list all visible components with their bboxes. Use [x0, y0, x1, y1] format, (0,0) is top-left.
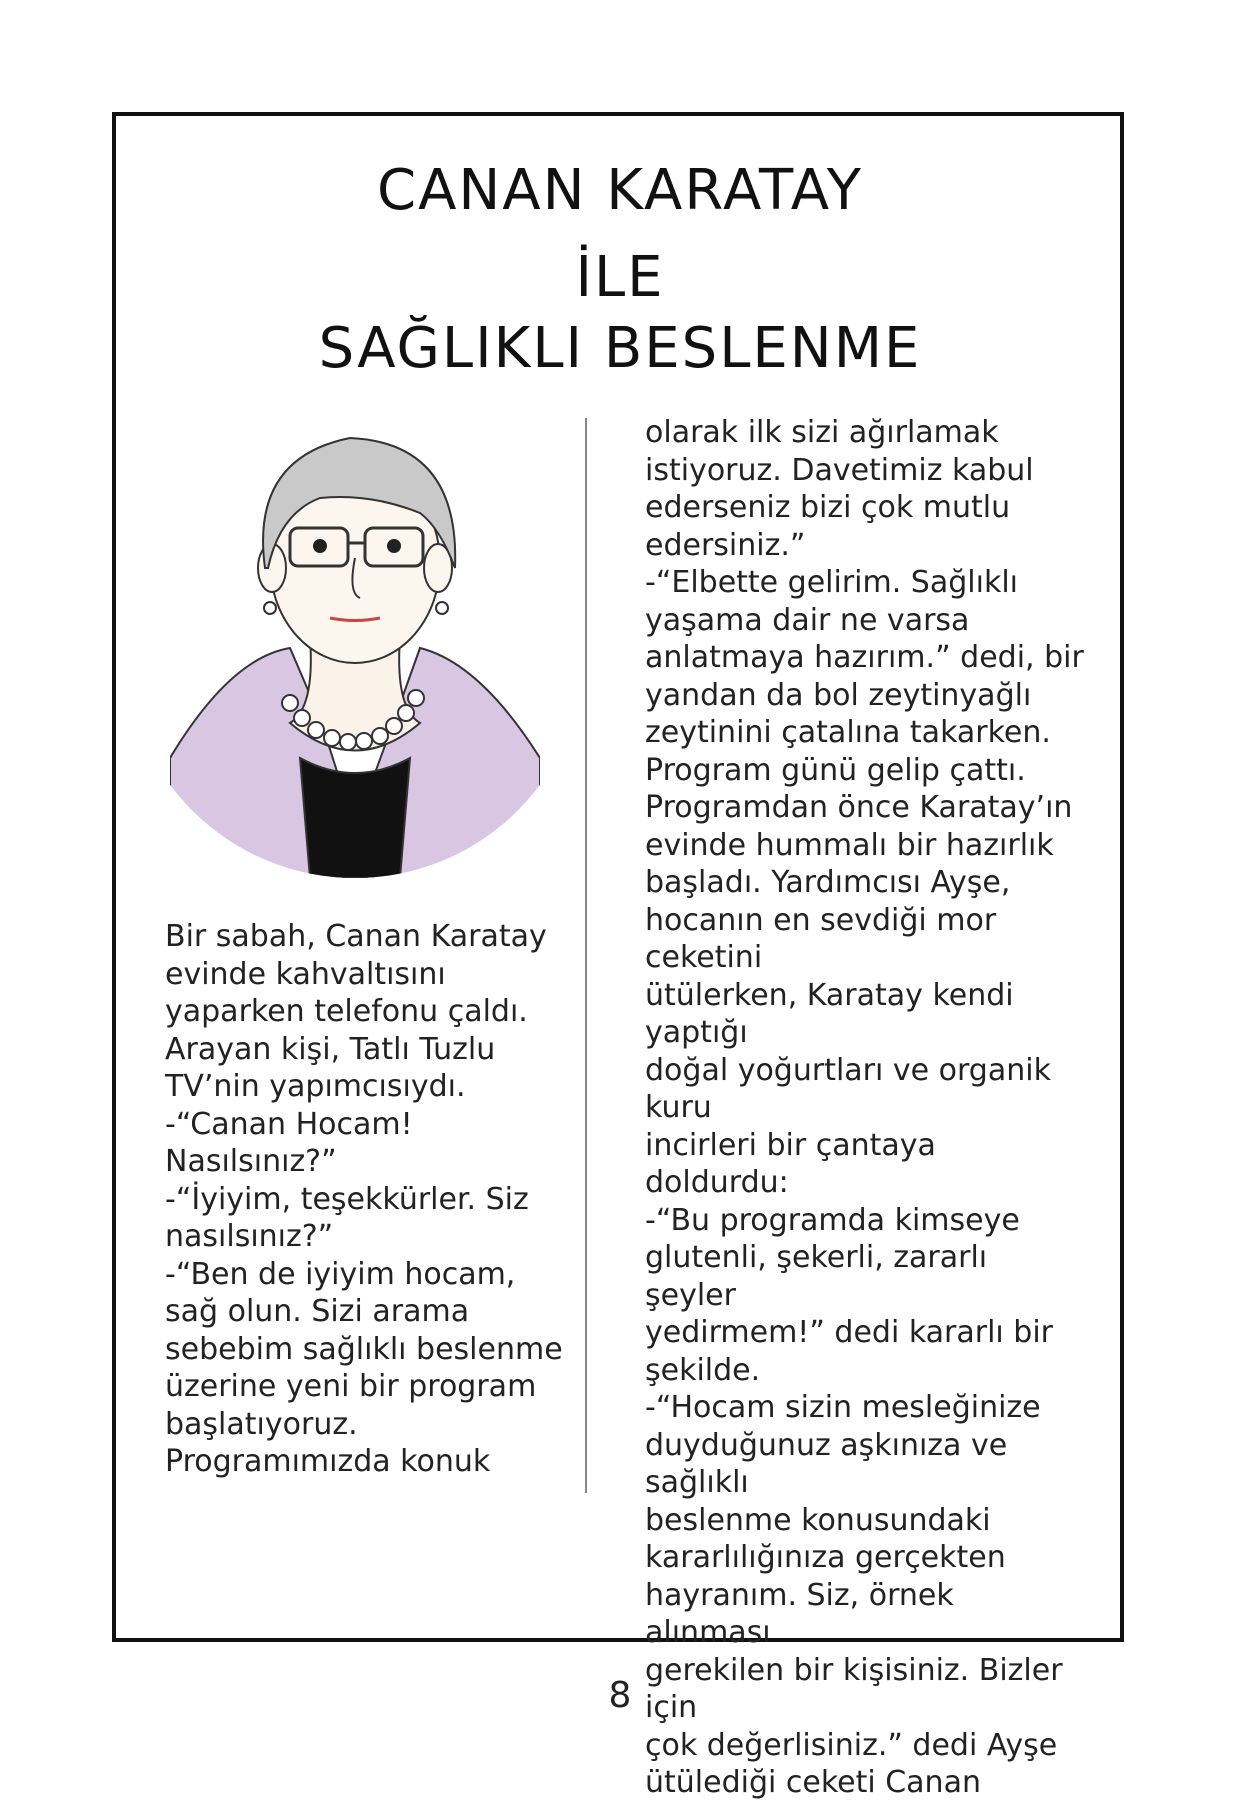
title-line-3: SAĞLIKLI BESLENME: [318, 316, 922, 381]
portrait-illustration: [170, 418, 540, 878]
story-text-left: Bir sabah, Canan Karatay evinde kahvaltısını yaparken telefonu çaldı. Arayan kişi, Tatlı Tuzlu TV’nin yapımcısıydı. -“Canan Hocam! Nasılsınız?” -“İyiyim, teşekkürler. Siz nasılsınız?” -“Ben de iyiyim hocam, sağ olun. Sizi arama sebebim sağlıklı beslenme üzerine yeni bir program başlatıyoruz. Programımızda konuk: [165, 919, 563, 1479]
black-top-shape: [300, 758, 410, 878]
eye-right: [387, 539, 401, 553]
earring-right: [436, 602, 448, 614]
page-number: 8: [608, 1675, 632, 1716]
column-divider: [585, 418, 587, 1493]
eye-left: [313, 539, 327, 553]
title-line-1: CANAN KARATAY: [377, 158, 863, 223]
story-text-right: olarak ilk sizi ağırlamak istiyoruz. Davetimiz kabul ederseniz bizi çok mutlu edersiniz.” -“Elbette gelirim. Sağlıklı yaşama dair ne varsa anlatmaya hazırım.” dedi, bir yandan da bol zeytinyağlı zeytinini çatalına takarken. Program günü gelip çattı. Programdan önce Karatay’ın evinde hummalı bir hazırlık başladı. Yardımcısı Ayşe, hocanın en sevdiği mor ceketini ütülerken, Karatay kendi yaptığı doğal yoğurtları ve organik kuru incirleri bir çantaya doldurdu: -“Bu programda kimseye glutenli, şekerli, zararlı şeyler yedirmem!” dedi kararlı bir şekilde. -“Hocam sizin mesleğinize duyduğunuz aşkınıza ve sağlıklı beslenme konusundaki kararlılığınıza gerçekten hayranım. Siz, örnek alınması gerekilen bir kişisiniz. Bizler için çok değerlisiniz.” dedi Ayşe ütülediği ceketi Canan: [645, 415, 1084, 1800]
title-line-2: İLE: [575, 245, 665, 310]
earring-left: [264, 602, 276, 614]
